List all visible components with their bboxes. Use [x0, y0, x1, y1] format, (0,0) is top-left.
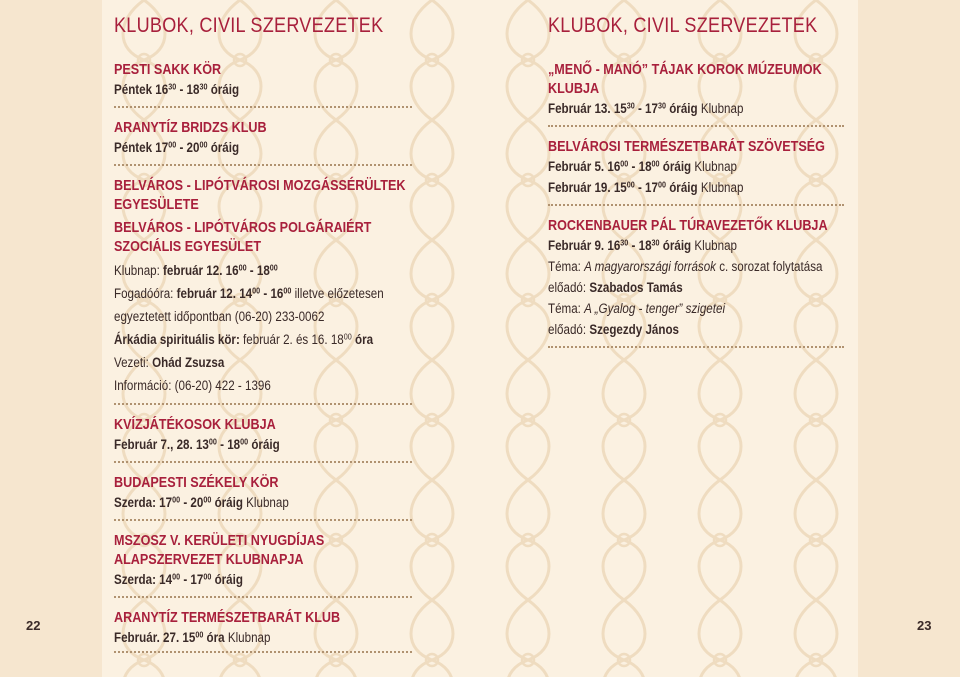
club-title: „MENŐ - MANÓ” TÁJAK KOROK MÚZEUMOK	[548, 61, 822, 78]
dotted-divider	[114, 106, 412, 108]
club-title: KVÍZJÁTÉKOSOK KLUBJA	[114, 416, 276, 433]
right-margin	[858, 0, 960, 677]
page-number-right: 23	[917, 618, 932, 633]
schedule-line: Február 19. $15^{00} - 17^{00}$ óráig Klubnap	[548, 179, 744, 195]
arkadia-line: Árkádia spirituális kör: február 2. és 16. $18^{00}$ óra	[114, 331, 374, 347]
schedule-line: Péntek $17^{00} - 20^{00}$ óráig	[114, 139, 240, 155]
klubnap-line: Klubnap: február 12. $16^{00} - 18^{00}$	[114, 262, 278, 278]
schedule-line: Február 13. $15^{30} - 17^{30}$ óráig Klubnap	[548, 100, 744, 116]
presenter-line: előadó: Szegezdy János	[548, 322, 680, 337]
schedule-line: Szerda: $17^{00} - 20^{00}$ óráig Klubnap	[114, 494, 289, 510]
club-entry	[114, 415, 412, 463]
vezeti-line: Vezeti: Ohád Zsuzsa	[114, 355, 225, 370]
club-title: ARANYTÍZ BRIDZS KLUB	[114, 119, 267, 136]
left-page	[114, 14, 412, 663]
club-title: EGYESÜLETE	[114, 196, 199, 213]
club-entry	[548, 137, 844, 206]
dotted-divider	[114, 461, 412, 463]
club-title: KLUBJA	[548, 80, 600, 97]
club-title: ALAPSZERVEZET KLUBNAPJA	[114, 551, 304, 568]
dotted-divider	[114, 164, 412, 166]
club-title: ROCKENBAUER PÁL TÚRAVEZETŐK KLUBJA	[548, 217, 828, 234]
page-number-left: 22	[26, 618, 41, 633]
page-title: KLUBOK, CIVIL SZERVEZETEK	[114, 14, 384, 37]
topic-line: Téma: A magyarországi források c. sorozat folytatása	[548, 259, 823, 274]
club-entry	[114, 608, 412, 653]
schedule-line: Február 9. $16^{30} - 18^{30}$ óráig Klubnap	[548, 237, 737, 253]
right-page	[548, 14, 844, 358]
dotted-divider	[548, 204, 844, 206]
schedule-line: Február 7., 28. $13^{00} - 18^{00}$ óráig	[114, 436, 280, 452]
club-title: PESTI SAKK KÖR	[114, 61, 222, 78]
dotted-divider	[548, 346, 844, 348]
page-title: KLUBOK, CIVIL SZERVEZETEK	[548, 14, 818, 37]
schedule-line: Péntek $16^{30} - 18^{30}$ óráig	[114, 81, 240, 97]
schedule-line: Február 5. $16^{00} - 18^{00}$ óráig Klubnap	[548, 158, 737, 174]
club-entry	[548, 216, 844, 348]
dotted-divider	[114, 596, 412, 598]
dotted-divider	[114, 519, 412, 521]
club-title: BELVÁROS - LIPÓTVÁROSI MOZGÁSSÉRÜLTEK	[114, 177, 406, 194]
dotted-divider	[114, 403, 412, 405]
club-title: SZOCIÁLIS EGYESÜLET	[114, 238, 262, 255]
dotted-divider	[114, 651, 412, 653]
dotted-divider	[548, 125, 844, 127]
club-entry	[114, 176, 412, 405]
club-entry	[114, 473, 412, 521]
presenter-line: előadó: Szabados Tamás	[548, 280, 683, 295]
club-title: BUDAPESTI SZÉKELY KÖR	[114, 474, 279, 491]
club-title: BELVÁROSI TERMÉSZETBARÁT SZÖVETSÉG	[548, 138, 825, 155]
club-title: ARANYTÍZ TERMÉSZETBARÁT KLUB	[114, 609, 341, 626]
info-line: Információ: (06-20) 422 - 1396	[114, 378, 271, 393]
fogadoora-line: Fogadóóra: február 12. $14^{00} - 16^{00}$ illetve előzetesen	[114, 285, 384, 301]
fogadoora-line-2: egyeztetett időpontban (06-20) 233-0062	[114, 309, 325, 324]
club-entry	[114, 531, 412, 598]
club-title: MSZOSZ V. KERÜLETI NYUGDÍJAS	[114, 532, 325, 549]
club-title: BELVÁROS - LIPÓTVÁROS POLGÁRAIÉRT	[114, 219, 372, 236]
schedule-line: Szerda: $14^{00} - 17^{00}$ óráig	[114, 571, 243, 587]
club-entry	[114, 60, 412, 108]
schedule-line: Február. 27. $15^{00}$ óra Klubnap	[114, 629, 271, 645]
left-margin	[0, 0, 102, 677]
club-entry	[114, 118, 412, 166]
topic-line: Téma: A „Gyalog - tenger” szigetei	[548, 301, 726, 316]
club-entry	[548, 60, 844, 127]
